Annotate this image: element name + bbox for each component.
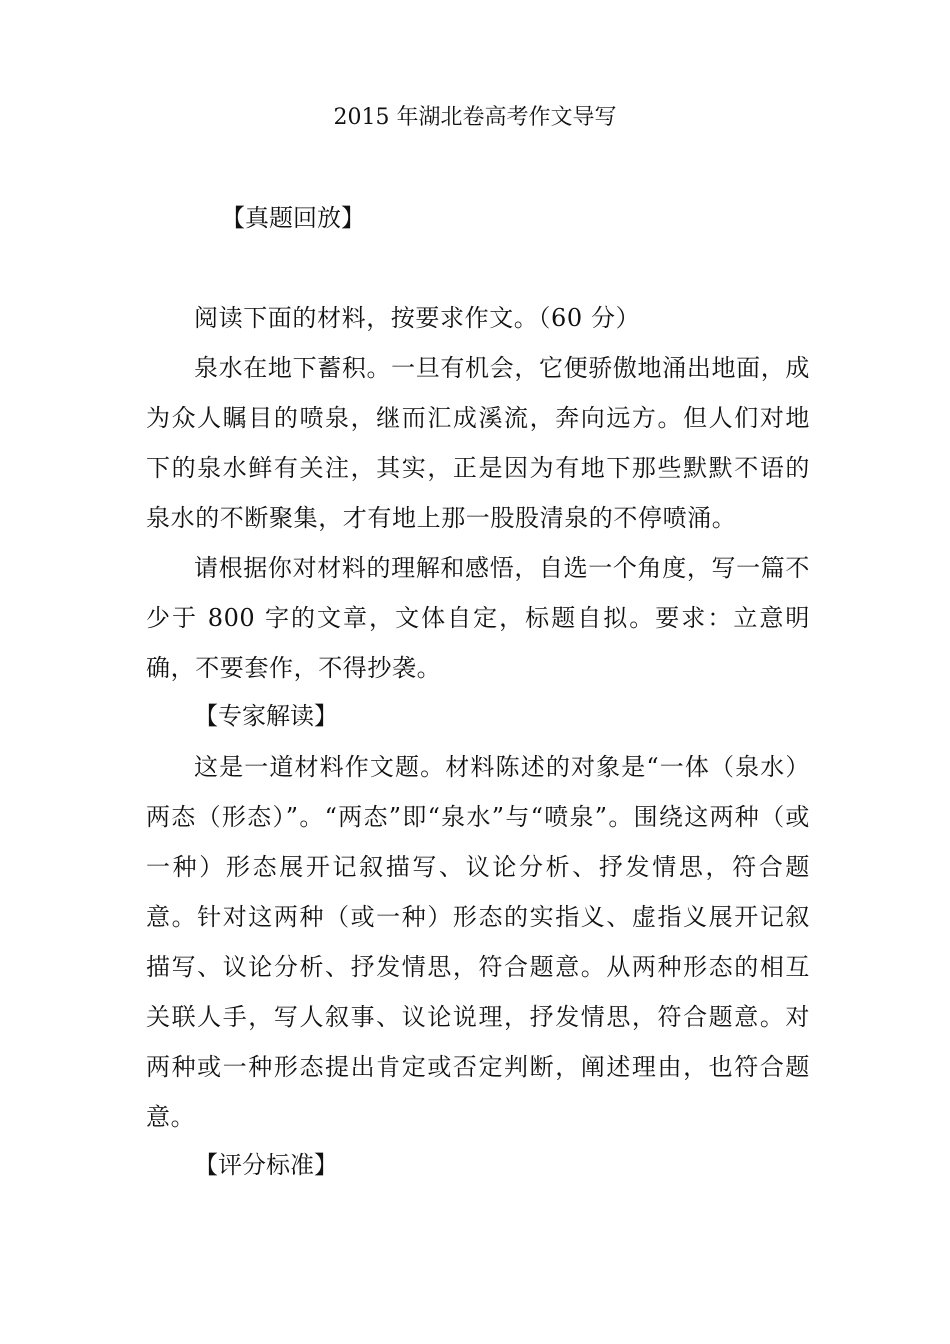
paragraph-analysis: 这是一道材料作文题。材料陈述的对象是“一体（泉水）两态（形态）”。“两态”即“泉水”与“喷泉”。围绕这两种（或一种）形态展开记叙描写、议论分析、抒发情思，符合题意。针对这两种（或一种）形态的实指义、虚指义展开记叙描写、议论分析、抒发情思，符合题意。从两种形态的相互关联人手，写人叙事、议论说理，抒发情思，符合题意。对两种或一种形态提出肯定或否定判断，阐述理由，也符合题意。	[146, 753, 810, 1131]
paragraph-material: 泉水在地下蓄积。一旦有机会，它便骄傲地涌出地面，成为众人瞩目的喷泉，继而汇成溪流，奔向远方。但人们对地下的泉水鲜有关注，其实，正是因为有地下那些默默不语的泉水的不断聚集，才有地上那一股股清泉的不停喷涌。	[146, 354, 810, 532]
section-heading-expert: 【专家解读】	[194, 702, 338, 730]
paragraph-requirement: 请根据你对材料的理解和感悟，自选一个角度，写一篇不少于 800 字的文章，文体自定，标题自拟。要求：立意明确，不要套作，不得抄袭。	[146, 554, 810, 682]
document-title: 2015 年湖北卷高考作文导写	[333, 105, 617, 130]
section-heading-real-question: 【真题回放】	[221, 204, 365, 232]
paragraph-instruction: 阅读下面的材料，按要求作文。（60 分）	[194, 304, 641, 332]
section-heading-scoring: 【评分标准】	[194, 1151, 338, 1179]
